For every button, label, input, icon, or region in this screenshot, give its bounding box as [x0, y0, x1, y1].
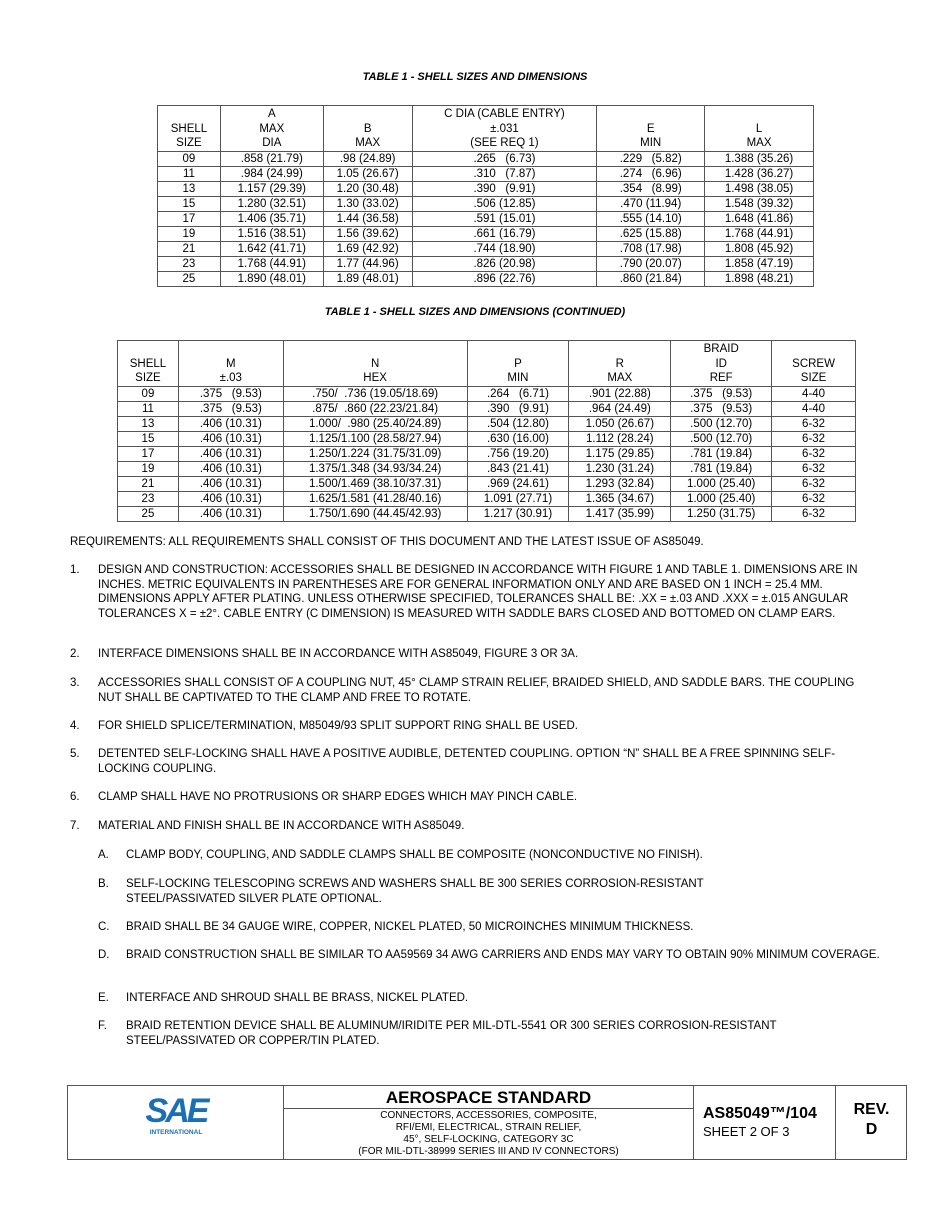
column-header-line: HEX — [363, 372, 387, 384]
table-cell: 25 — [158, 271, 221, 286]
title-block — [67, 1085, 907, 1160]
logo-cell — [68, 1086, 284, 1159]
table-cell: 09 — [158, 151, 221, 166]
requirement-item — [70, 719, 870, 734]
column-header-line: B — [363, 122, 372, 135]
table-cell: .406 (10.31) — [178, 416, 283, 431]
column-header — [671, 341, 772, 387]
column-header — [705, 106, 814, 152]
table-cell: .265 (6.73) — [412, 151, 597, 166]
sub-requirement-item — [98, 920, 888, 935]
column-header-line: A — [267, 108, 276, 120]
table-cell: .470 (11.94) — [597, 196, 705, 211]
requirement-text: DESIGN AND CONSTRUCTION: ACCESSORIES SHALL BE DESIGNED IN ACCORDANCE WITH FIGURE 1 AND TABLE 1. DIMENSIONS ARE IN INCHES. METRIC EQUIVALENTS IN PARENTHESES ARE FOR GENERAL INFORMATION ONLY AND ARE BASED ON 1 INCH = 25.4 MM. DIMENSIONS APPLY AFTER PLATING. UNLESS OTHERWISE SPECIFIED, TOLERANCES SHALL BE: .XX = ±.03 AND .XXX = ±.015 ANGULAR TOLERANCES X = ±2°. CABLE ENTRY (C DIMENSION) IS MEASURED WITH SADDLE BARS CLOSED AND BOTTOMED ON CLAMP EARS. — [98, 564, 858, 620]
column-header — [569, 341, 671, 387]
requirement-number: 6. — [70, 791, 80, 803]
table-row — [158, 211, 814, 226]
table-row — [158, 166, 814, 181]
table-cell: .390 (9.91) — [412, 181, 597, 196]
table-cell: .504 (12.80) — [467, 416, 569, 431]
column-header-line: SIZE — [135, 372, 161, 384]
sub-requirement-letter: A. — [98, 849, 109, 861]
requirement-text: FOR SHIELD SPLICE/TERMINATION, M85049/93 SPLIT SUPPORT RING SHALL BE USED. — [98, 720, 578, 732]
column-header-line: DIA — [262, 137, 282, 149]
revision-label: REV. — [853, 1101, 890, 1118]
sub-requirement-item — [98, 991, 888, 1006]
column-header-line: MAX — [746, 137, 772, 149]
table-cell: .969 (24.61) — [467, 476, 569, 491]
requirement-text: CLAMP SHALL HAVE NO PROTRUSIONS OR SHARP EDGES WHICH MAY PINCH CABLE. — [98, 791, 578, 803]
table-cell: 19 — [158, 226, 221, 241]
column-header-line: SIZE — [176, 137, 202, 149]
column-header-line: M — [226, 357, 236, 370]
sae-logo: SAE INTERNATIONAL — [145, 1092, 207, 1136]
requirement-item — [70, 819, 870, 834]
requirement-item — [70, 790, 870, 805]
column-header-line: SHELL — [170, 122, 208, 135]
column-header-line: ±.03 — [219, 372, 242, 384]
table-cell: 4-40 — [772, 386, 856, 401]
table-row — [158, 181, 814, 196]
table-cell: .625 (15.88) — [597, 226, 705, 241]
column-header-line: MIN — [640, 137, 662, 149]
column-header-line: P — [514, 357, 522, 370]
table-cell: .984 (24.99) — [220, 166, 323, 181]
table-cell: .506 (12.85) — [412, 196, 597, 211]
table-cell: .790 (20.07) — [597, 256, 705, 271]
table-cell: .756 (19.20) — [467, 446, 569, 461]
table-cell: 23 — [158, 256, 221, 271]
requirement-item — [70, 747, 870, 776]
table-cell: 1.406 (35.71) — [220, 211, 323, 226]
column-header — [220, 106, 323, 152]
column-header-line: (SEE REQ 1) — [470, 137, 539, 149]
column-header-line: E — [646, 122, 655, 135]
sub-requirement-letter: B. — [98, 878, 109, 890]
column-header-line: N — [370, 357, 380, 370]
table-cell: 1.750/1.690 (44.45/42.93) — [283, 506, 467, 521]
column-header-line: SCREW — [792, 357, 835, 370]
description-line: RFI/EMI, ELECTRICAL, STRAIN RELIEF, — [395, 1122, 582, 1133]
table-cell: .591 (15.01) — [412, 211, 597, 226]
column-header-line: SHELL — [129, 357, 167, 370]
table-cell: .310 (7.87) — [412, 166, 597, 181]
description-line: CONNECTORS, ACCESSORIES, COMPOSITE, — [380, 1110, 597, 1121]
column-header — [597, 106, 705, 152]
table-cell: 1.44 (36.58) — [323, 211, 412, 226]
sub-requirement-letter: E. — [98, 992, 109, 1004]
sub-requirement-item — [98, 1019, 888, 1048]
table-cell: 15 — [158, 196, 221, 211]
table-row — [118, 476, 856, 491]
table-cell: 1.56 (39.62) — [323, 226, 412, 241]
requirement-item — [70, 563, 870, 621]
table-cell: 1.05 (26.67) — [323, 166, 412, 181]
table-row — [118, 506, 856, 521]
column-header — [323, 106, 412, 152]
table-row — [118, 386, 856, 401]
table-cell: 1.69 (42.92) — [323, 241, 412, 256]
table-row — [118, 446, 856, 461]
revision-cell — [836, 1100, 907, 1140]
table-cell: .264 (6.71) — [467, 386, 569, 401]
table-row — [118, 431, 856, 446]
column-header-line: MIN — [507, 372, 529, 384]
table-cell: .406 (10.31) — [178, 461, 283, 476]
table-cell: 1.625/1.581 (41.28/40.16) — [283, 491, 467, 506]
table-row — [158, 196, 814, 211]
column-header-line: MAX — [259, 122, 285, 135]
table-cell: .843 (21.41) — [467, 461, 569, 476]
table-cell: 1.808 (45.92) — [705, 241, 814, 256]
table-cell: .375 (9.53) — [671, 401, 772, 416]
column-header-line: SIZE — [800, 372, 827, 384]
table-cell: 1.858 (47.19) — [705, 256, 814, 271]
table-row — [158, 151, 814, 166]
table-cell: 1.642 (41.71) — [220, 241, 323, 256]
table-cell: 1.293 (32.84) — [569, 476, 671, 491]
table-cell: 1.125/1.100 (28.58/27.94) — [283, 431, 467, 446]
table-cell: .860 (21.84) — [597, 271, 705, 286]
table-cell: 1.365 (34.67) — [569, 491, 671, 506]
requirement-number: 7. — [70, 820, 80, 832]
shell-sizes-table — [157, 105, 814, 287]
table-cell: 6-32 — [772, 431, 856, 446]
table-cell: .406 (10.31) — [178, 506, 283, 521]
table-cell: 11 — [118, 401, 179, 416]
column-header-line: MAX — [607, 372, 633, 384]
table-cell: 1.000 (25.40) — [671, 476, 772, 491]
table-cell: .354 (8.99) — [597, 181, 705, 196]
sub-requirement-text: BRAID CONSTRUCTION SHALL BE SIMILAR TO AA59569 34 AWG CARRIERS AND ENDS MAY VARY TO OBTAIN 90% MINIMUM COVERAGE. — [126, 949, 880, 961]
table1-caption: TABLE 1 - SHELL SIZES AND DIMENSIONS — [362, 71, 588, 83]
table-cell: .744 (18.90) — [412, 241, 597, 256]
column-header — [412, 106, 597, 152]
table-cell: 1.250 (31.75) — [671, 506, 772, 521]
table-cell: .229 (5.82) — [597, 151, 705, 166]
requirement-number: 3. — [70, 677, 80, 689]
table-cell: 1.230 (31.24) — [569, 461, 671, 476]
column-header-line: ID — [715, 357, 727, 370]
column-header-line: ±.031 — [490, 122, 519, 135]
table-cell: 1.89 (48.01) — [323, 271, 412, 286]
table-cell: 1.091 (27.71) — [467, 491, 569, 506]
table-cell: .375 (9.53) — [671, 386, 772, 401]
table-cell: .781 (19.84) — [671, 461, 772, 476]
column-header-line: C DIA (CABLE ENTRY) — [444, 108, 565, 120]
table-cell: 21 — [158, 241, 221, 256]
table2-caption: TABLE 1 - SHELL SIZES AND DIMENSIONS (CONTINUED) — [324, 306, 626, 318]
table-cell: 6-32 — [772, 506, 856, 521]
requirement-text: DETENTED SELF-LOCKING SHALL HAVE A POSITIVE AUDIBLE, DETENTED COUPLING. OPTION “N” SHALL BE A FREE SPINNING SELF-LOCKING COUPLING. — [98, 748, 836, 775]
table-cell: 1.30 (33.02) — [323, 196, 412, 211]
requirement-item — [70, 647, 870, 662]
sub-requirement-item — [98, 877, 888, 906]
requirement-text: ACCESSORIES SHALL CONSIST OF A COUPLING NUT, 45° CLAMP STRAIN RELIEF, BRAIDED SHIELD, AND SADDLE BARS. THE COUPLING NUT SHALL BE CAPTIVATED TO THE CLAMP AND FREE TO ROTATE. — [98, 677, 855, 704]
table-cell: .964 (24.49) — [569, 401, 671, 416]
requirement-number: 4. — [70, 720, 80, 732]
table-cell: 17 — [158, 211, 221, 226]
column-header-line: L — [755, 122, 763, 135]
column-header — [467, 341, 569, 387]
table-cell: 1.250/1.224 (31.75/31.09) — [283, 446, 467, 461]
table-cell: 23 — [118, 491, 179, 506]
sub-requirement-letter: D. — [98, 949, 110, 961]
requirement-item — [70, 676, 870, 705]
column-header-line: R — [615, 357, 624, 370]
table-cell: .555 (14.10) — [597, 211, 705, 226]
table-cell: .375 (9.53) — [178, 401, 283, 416]
sub-requirement-text: BRAID RETENTION DEVICE SHALL BE ALUMINUM/IRIDITE PER MIL-DTL-5541 OR 300 SERIES CORROSION-RESISTANT STEEL/PASSIVATED OR COPPER/TIN PLATED. — [126, 1020, 777, 1047]
table-cell: .406 (10.31) — [178, 446, 283, 461]
requirement-text: MATERIAL AND FINISH SHALL BE IN ACCORDANCE WITH AS85049. — [98, 820, 465, 832]
requirement-number: 5. — [70, 748, 80, 760]
table-cell: 1.890 (48.01) — [220, 271, 323, 286]
table-cell: 19 — [118, 461, 179, 476]
table-cell: 1.112 (28.24) — [569, 431, 671, 446]
column-header-line: MAX — [355, 137, 381, 149]
table-cell: 15 — [118, 431, 179, 446]
table-cell: .406 (10.31) — [178, 491, 283, 506]
table-cell: .274 (6.96) — [597, 166, 705, 181]
table-cell: .98 (24.89) — [323, 151, 412, 166]
column-header — [772, 341, 856, 387]
description-cell — [284, 1086, 694, 1159]
table-cell: .896 (22.76) — [412, 271, 597, 286]
table-cell: .375 (9.53) — [178, 386, 283, 401]
table-cell: .750/ .736 (19.05/18.69) — [283, 386, 467, 401]
table-cell: 1.000/ .980 (25.40/24.89) — [283, 416, 467, 431]
table-cell: 1.280 (32.51) — [220, 196, 323, 211]
table-cell: 4-40 — [772, 401, 856, 416]
table-cell: 13 — [118, 416, 179, 431]
sub-requirement-text: SELF-LOCKING TELESCOPING SCREWS AND WASHERS SHALL BE 300 SERIES CORROSION-RESISTANT STEEL/PASSIVATED SILVER PLATE OPTIONAL. — [126, 878, 704, 905]
sub-requirement-text: INTERFACE AND SHROUD SHALL BE BRASS, NICKEL PLATED. — [126, 992, 469, 1004]
table-cell: .406 (10.31) — [178, 431, 283, 446]
table-cell: 13 — [158, 181, 221, 196]
table-cell: 6-32 — [772, 416, 856, 431]
table-cell: .500 (12.70) — [671, 431, 772, 446]
table-row — [118, 461, 856, 476]
sub-requirement-letter: C. — [98, 921, 110, 933]
column-header — [178, 341, 283, 387]
table-cell: .406 (10.31) — [178, 476, 283, 491]
column-header — [283, 341, 467, 387]
table-cell: .875/ .860 (22.23/21.84) — [283, 401, 467, 416]
table-cell: 1.175 (29.85) — [569, 446, 671, 461]
requirement-number: 2. — [70, 648, 80, 660]
table-cell: 1.648 (41.86) — [705, 211, 814, 226]
table-cell: .630 (16.00) — [467, 431, 569, 446]
column-header-line: REF — [709, 372, 733, 384]
table-cell: 1.428 (36.27) — [705, 166, 814, 181]
table-row — [118, 416, 856, 431]
table-cell: 6-32 — [772, 446, 856, 461]
table-cell: 6-32 — [772, 461, 856, 476]
description-line: 45°, SELF-LOCKING, CATEGORY 3C — [403, 1134, 574, 1145]
table-cell: 09 — [118, 386, 179, 401]
table-cell: 6-32 — [772, 491, 856, 506]
table-cell: 1.417 (35.99) — [569, 506, 671, 521]
table-row — [118, 491, 856, 506]
sub-requirement-item — [98, 948, 888, 963]
revision-value: D — [865, 1121, 878, 1138]
shell-sizes-continued-table — [117, 340, 856, 522]
document-number-cell — [694, 1086, 836, 1159]
table-cell: 21 — [118, 476, 179, 491]
table-cell: 17 — [118, 446, 179, 461]
table-cell: 1.516 (38.51) — [220, 226, 323, 241]
table-cell: 25 — [118, 506, 179, 521]
sub-requirement-item — [98, 848, 888, 863]
table-cell: 1.768 (44.91) — [705, 226, 814, 241]
sub-requirement-text: CLAMP BODY, COUPLING, AND SADDLE CLAMPS SHALL BE COMPOSITE (NONCONDUCTIVE NO FINISH). — [126, 849, 703, 861]
standard-title: AEROSPACE STANDARD — [284, 1086, 693, 1109]
table-cell: .901 (22.88) — [569, 386, 671, 401]
requirements-intro: REQUIREMENTS: ALL REQUIREMENTS SHALL CONSIST OF THIS DOCUMENT AND THE LATEST ISSUE OF AS85049. — [70, 536, 704, 548]
table-cell: 1.375/1.348 (34.93/34.24) — [283, 461, 467, 476]
sub-requirement-text: BRAID SHALL BE 34 GAUGE WIRE, COPPER, NICKEL PLATED, 50 MICROINCHES MINIMUM THICKNESS. — [126, 921, 694, 933]
table-cell: 1.898 (48.21) — [705, 271, 814, 286]
table-cell: 1.498 (38.05) — [705, 181, 814, 196]
sheet-number: SHEET 2 OF 3 — [703, 1124, 790, 1139]
table-row — [158, 241, 814, 256]
table-row — [158, 271, 814, 286]
table-cell: 1.000 (25.40) — [671, 491, 772, 506]
table-cell: 1.388 (35.26) — [705, 151, 814, 166]
table-cell: 1.768 (44.91) — [220, 256, 323, 271]
table-cell: 1.500/1.469 (38.10/37.31) — [283, 476, 467, 491]
table-cell: 11 — [158, 166, 221, 181]
requirement-text: INTERFACE DIMENSIONS SHALL BE IN ACCORDANCE WITH AS85049, FIGURE 3 OR 3A. — [98, 648, 579, 660]
table-cell: 1.157 (29.39) — [220, 181, 323, 196]
table-cell: .390 (9.91) — [467, 401, 569, 416]
table-cell: .661 (16.79) — [412, 226, 597, 241]
sub-requirement-letter: F. — [98, 1020, 107, 1032]
table-cell: .708 (17.98) — [597, 241, 705, 256]
table-cell: 1.20 (30.48) — [323, 181, 412, 196]
description-line: (FOR MIL-DTL-38999 SERIES III AND IV CONNECTORS) — [358, 1146, 619, 1157]
table-cell: 1.77 (44.96) — [323, 256, 412, 271]
column-header — [158, 106, 221, 152]
column-header-line: BRAID — [703, 343, 739, 355]
table-cell: 6-32 — [772, 476, 856, 491]
table-cell: .858 (21.79) — [220, 151, 323, 166]
table-row — [118, 401, 856, 416]
column-header — [118, 341, 179, 387]
table-cell: .826 (20.98) — [412, 256, 597, 271]
table-cell: .500 (12.70) — [671, 416, 772, 431]
table-cell: 1.548 (39.32) — [705, 196, 814, 211]
table-cell: 1.217 (30.91) — [467, 506, 569, 521]
document-number: AS85049™/104 — [703, 1105, 817, 1122]
table-cell: 1.050 (26.67) — [569, 416, 671, 431]
table-cell: .781 (19.84) — [671, 446, 772, 461]
table-row — [158, 256, 814, 271]
table-row — [158, 226, 814, 241]
requirement-number: 1. — [70, 564, 80, 576]
